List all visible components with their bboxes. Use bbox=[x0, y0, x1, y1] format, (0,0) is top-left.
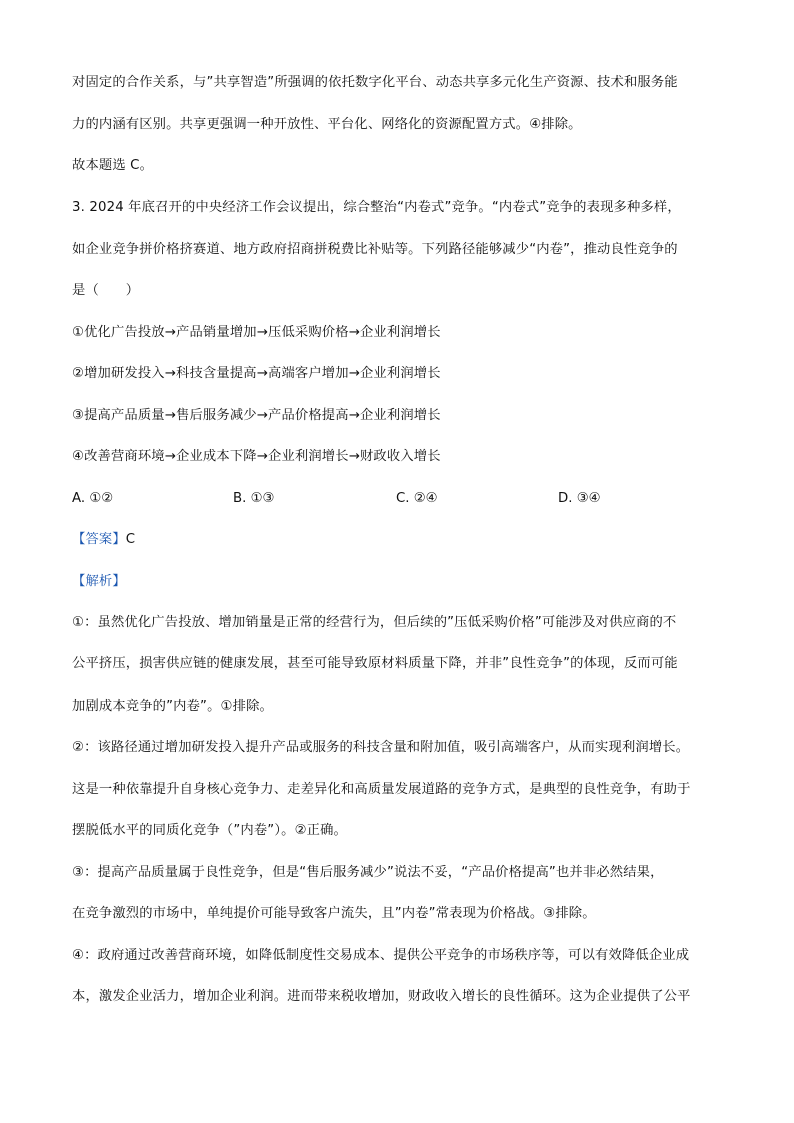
analysis-label: 【解析】 bbox=[72, 574, 126, 589]
analysis-line: 加剧成本竞争的”内卷”。①排除。 bbox=[72, 699, 273, 714]
analysis-line: 这是一种依靠提升自身核心竞争力、走差异化和高质量发展道路的竞争方式，是典型的良性竞争，有助于 bbox=[72, 782, 691, 797]
analysis-line: 本，激发企业活力，增加企业利润。进而带来税收增加，财政收入增长的良性循环。这为企业提供了公平 bbox=[72, 989, 691, 1004]
option-a: A. ①② bbox=[72, 491, 114, 506]
question-stem: 是（ ） bbox=[72, 283, 140, 298]
option-d: D. ③④ bbox=[558, 491, 601, 506]
analysis-line: 在竞争激烈的市场中，单纯提价可能导致客户流失，且”内卷”常表现为价格战。③排除。 bbox=[72, 906, 596, 921]
question-stem: 如企业竞争拼价格挤赛道、地方政府招商拼税费比补贴等。下列路径能够减少“内卷”，推动良性竞争的 bbox=[72, 242, 678, 257]
answer-label: 【答案】 bbox=[72, 532, 126, 547]
analysis-line: 摆脱低水平的同质化竞争（”内卷”）。②正确。 bbox=[72, 823, 347, 838]
conclusion-line: 故本题选 C。 bbox=[72, 158, 154, 173]
answer-value: C bbox=[125, 532, 136, 547]
analysis-line: ①：虽然优化广告投放、增加销量是正常的经营行为，但后续的”压低采购价格”可能涉及对供应商的不 bbox=[72, 615, 677, 630]
analysis-line: ③：提高产品质量属于良性竞争，但是“售后服务减少”说法不妥，“产品价格提高”也并非必然结果， bbox=[72, 865, 664, 880]
question-item: ①优化广告投放→产品销量增加→压低采购价格→企业利润增长 bbox=[72, 325, 441, 340]
option-b: B. ①③ bbox=[233, 491, 275, 506]
analysis-line: ②：该路径通过增加研发投入提升产品或服务的科技含量和附加值，吸引高端客户，从而实现利润增长。 bbox=[72, 740, 690, 755]
question-item: ②增加研发投入→科技含量提高→高端客户增加→企业利润增长 bbox=[72, 366, 441, 381]
analysis-line: ④：政府通过改善营商环境，如降低制度性交易成本、提供公平竞争的市场秩序等，可以有效降低企业成 bbox=[72, 948, 690, 963]
text-line: 对固定的合作关系，与”共享智造”所强调的依托数字化平台、动态共享多元化生产资源、技术和服务能 bbox=[72, 75, 678, 90]
text-line: 力的内涵有区别。共享更强调一种开放性、平台化、网络化的资源配置方式。④排除。 bbox=[72, 117, 582, 132]
question-item: ③提高产品质量→售后服务减少→产品价格提高→企业利润增长 bbox=[72, 408, 441, 423]
question-stem: 3. 2024 年底召开的中央经济工作会议提出，综合整治“内卷式”竞争。“内卷式”竞争的表现多种多样， bbox=[72, 200, 681, 215]
answer-line bbox=[72, 530, 135, 550]
question-item: ④改善营商环境→企业成本下降→企业利润增长→财政收入增长 bbox=[72, 449, 441, 464]
option-c: C. ②④ bbox=[396, 491, 438, 506]
analysis-line: 公平挤压，损害供应链的健康发展，甚至可能导致原材料质量下降，并非”良性竞争”的体现，反而可能 bbox=[72, 656, 678, 671]
